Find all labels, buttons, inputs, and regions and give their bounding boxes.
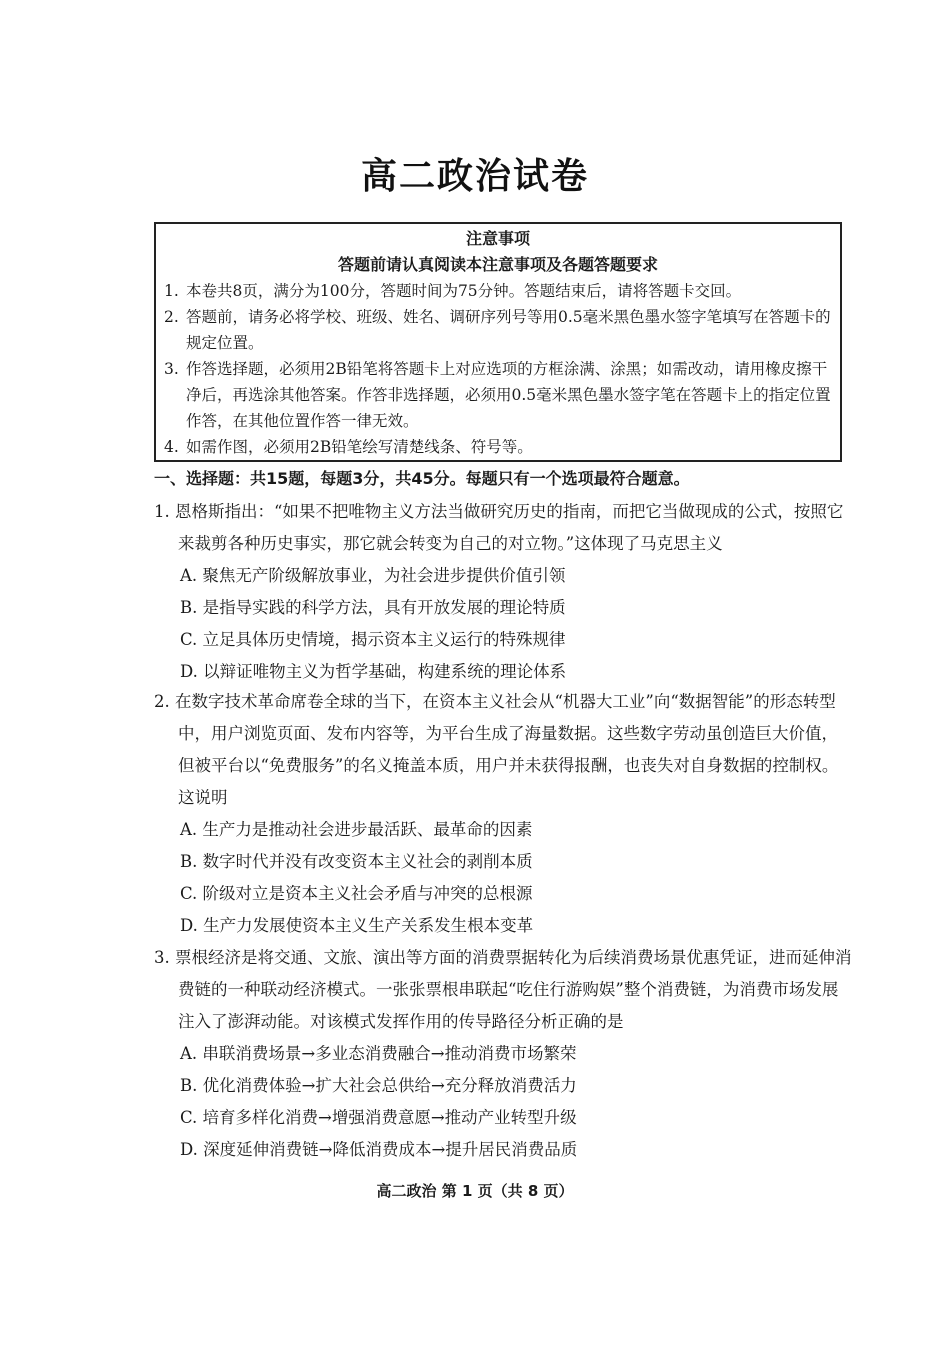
notice-item-number: 2. — [164, 308, 179, 326]
section-heading: 一、选择题：共15题，每题3分，共45分。每题只有一个选项最符合题意。 — [154, 469, 690, 488]
question-option: D. 深度延伸消费链→降低消费成本→提升居民消费品质 — [180, 1140, 578, 1159]
notice-item — [164, 304, 832, 356]
question-stem: 1. 恩格斯指出：“如果不把唯物主义方法当做研究历史的指南，而把它当做现成的公式，按照它来裁剪各种历史事实，那它就会转变为自己的对立物。”这体现了马克思主义 — [154, 502, 844, 553]
question-2 — [154, 686, 854, 942]
notice-item-text: 答题前，请务必将学校、班级、姓名、调研序列号等用0.5毫米黑色墨水签字笔填写在答题卡的规定位置。 — [186, 308, 831, 352]
page-footer: 高二政治 第 1 页（共 8 页） — [376, 1182, 574, 1200]
question-1 — [154, 496, 854, 688]
notice-item-number: 1. — [164, 282, 179, 300]
question-option: C. 阶级对立是资本主义社会矛盾与冲突的总根源 — [180, 884, 533, 903]
notice-item-text: 如需作图，必须用2B铅笔绘写清楚线条、符号等。 — [186, 438, 533, 456]
question-option: D. 生产力发展使资本主义生产关系发生根本变革 — [180, 916, 534, 935]
question-option: D. 以辩证唯物主义为哲学基础，构建系统的理论体系 — [180, 662, 567, 681]
page-title: 高二政治试卷 — [360, 156, 589, 197]
notice-box — [154, 222, 842, 462]
notice-heading: 注意事项 — [465, 229, 530, 248]
question-option: A. 聚焦无产阶级解放事业，为社会进步提供价值引领 — [180, 566, 566, 585]
question-option: A. 生产力是推动社会进步最活跃、最革命的因素 — [180, 820, 533, 839]
notice-item-text: 本卷共8页，满分为100分，答题时间为75分钟。答题结束后，请将答题卡交回。 — [186, 282, 742, 300]
question-option: A. 串联消费场景→多业态消费融合→推动消费市场繁荣 — [180, 1044, 577, 1063]
question-option: B. 优化消费体验→扩大社会总供给→充分释放消费活力 — [180, 1076, 577, 1095]
notice-item-number: 3. — [164, 360, 179, 378]
question-option: C. 培育多样化消费→增强消费意愿→推动产业转型升级 — [180, 1108, 577, 1127]
notice-subheading: 答题前请认真阅读本注意事项及各题答题要求 — [337, 255, 658, 274]
question-option: B. 数字时代并没有改变资本主义社会的剥削本质 — [180, 852, 533, 871]
notice-item-number: 4. — [164, 438, 179, 456]
question-stem: 2. 在数字技术革命席卷全球的当下，在资本主义社会从“机器大工业”向“数据智能”的形态转型中，用户浏览页面、发布内容等，为平台生成了海量数据。这些数字劳动虽创造巨大价值，但被平台以“免费服务”的名义掩盖本质，用户并未获得报酬，也丧失对自身数据的控制权。这说明 — [154, 692, 839, 807]
notice-item — [164, 278, 832, 304]
question-option: B. 是指导实践的科学方法，具有开放发展的理论特质 — [180, 598, 566, 617]
notice-item — [164, 356, 832, 434]
notice-item-text: 作答选择题，必须用2B铅笔将答题卡上对应选项的方框涂满、涂黑；如需改动，请用橡皮擦干净后，再选涂其他答案。作答非选择题，必须用0.5毫米黑色墨水签字笔在答题卡上的指定位置作答，在其他位置作答一律无效。 — [186, 360, 831, 430]
question-stem: 3. 票根经济是将交通、文旅、演出等方面的消费票据转化为后续消费场景优惠凭证，进而延伸消费链的一种联动经济模式。一张张票根串联起“吃住行游购娱”整个消费链，为消费市场发展注入了澎湃动能。对该模式发挥作用的传导路径分析正确的是 — [154, 948, 852, 1031]
question-3 — [154, 942, 854, 1166]
question-option: C. 立足具体历史情境，揭示资本主义运行的特殊规律 — [180, 630, 566, 649]
notice-item — [164, 434, 832, 460]
